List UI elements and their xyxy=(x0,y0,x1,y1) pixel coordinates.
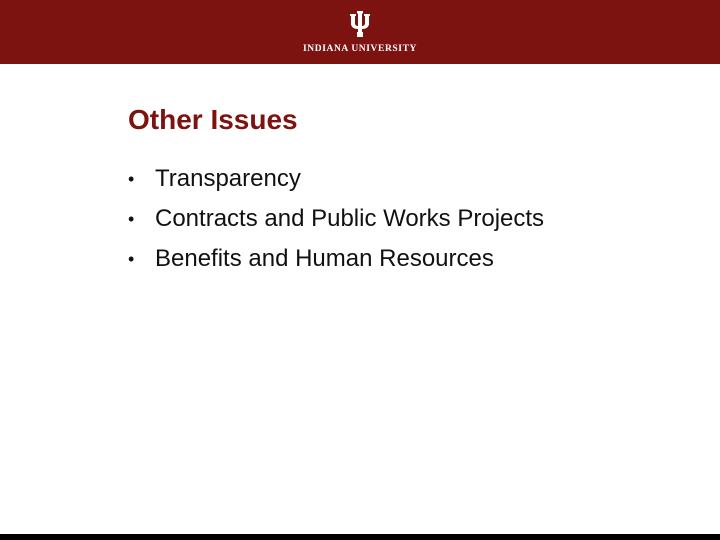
bullet-text: Transparency xyxy=(155,165,301,192)
bullet-dot: • xyxy=(128,169,135,189)
bullet-text: Contracts and Public Works Projects xyxy=(155,205,545,232)
bullet-item xyxy=(128,240,544,280)
bullet-dot: • xyxy=(128,249,135,269)
university-wordmark: INDIANA UNIVERSITY xyxy=(302,44,417,54)
slide-title: Other Issues xyxy=(128,104,298,135)
iu-trident-icon xyxy=(347,11,373,37)
header-band xyxy=(0,0,720,64)
footer-bar xyxy=(0,534,720,540)
bullet-item xyxy=(128,200,544,240)
bullet-dot: • xyxy=(128,209,135,229)
bullet-list xyxy=(128,160,544,280)
bullet-text: Benefits and Human Resources xyxy=(155,245,494,272)
bullet-item xyxy=(128,160,544,200)
